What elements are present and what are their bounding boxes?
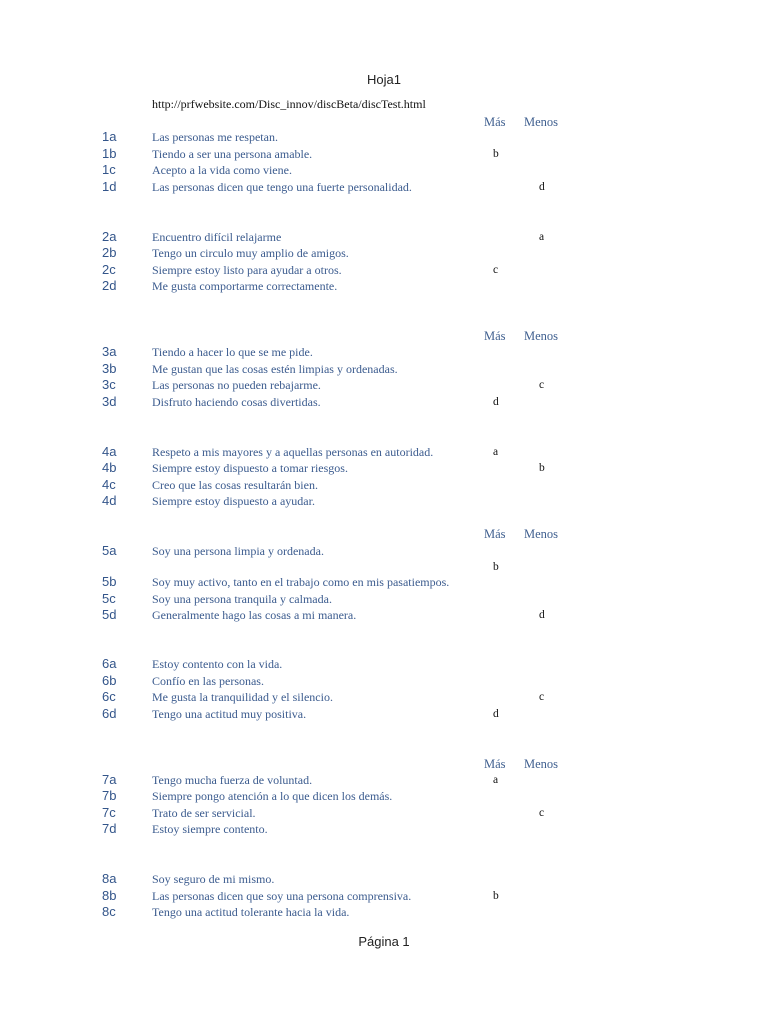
table-row (0, 888, 768, 904)
table-row (0, 129, 768, 145)
item-code: 1a (102, 129, 117, 144)
table-row (0, 444, 768, 460)
table-row (0, 262, 768, 278)
table-row (0, 821, 768, 837)
item-text: Tengo mucha fuerza de voluntad. (152, 773, 313, 787)
item-code: 4a (102, 444, 117, 459)
item-text: Siempre estoy listo para ayudar a otros. (152, 263, 342, 277)
item-code: 5b (102, 574, 117, 589)
item-code: 6a (102, 656, 117, 671)
table-row (0, 229, 768, 245)
item-text: Las personas no pueden rebajarme. (152, 378, 321, 392)
item-text: Creo que las cosas resultarán bien. (152, 478, 318, 492)
item-code: 5d (102, 607, 117, 622)
table-row (0, 591, 768, 607)
item-text: Tengo un circulo muy amplio de amigos. (152, 246, 349, 260)
item-text: Soy muy activo, tanto en el trabajo como en mis pasatiempos. (152, 575, 450, 589)
header-menos: Menos (524, 757, 559, 771)
mas-mark: a (493, 446, 499, 458)
table-row (0, 361, 768, 377)
item-code: 4d (102, 493, 117, 508)
table-row (0, 477, 768, 493)
item-code: 8c (102, 904, 116, 919)
sheet-title: Hoja1 (367, 72, 401, 87)
menos-mark: a (539, 231, 545, 243)
table-row (0, 278, 768, 294)
menos-mark: d (539, 181, 545, 193)
table-row (0, 460, 768, 476)
header-menos: Menos (524, 527, 559, 541)
table-row (0, 574, 768, 590)
item-text: Soy una persona limpia y ordenada. (152, 544, 324, 558)
item-text: Respeto a mis mayores y a aquellas personas en autoridad. (152, 445, 434, 459)
item-text: Tengo una actitud muy positiva. (152, 707, 307, 721)
item-text: Soy seguro de mi mismo. (152, 872, 275, 886)
item-text: Disfruto haciendo cosas divertidas. (152, 395, 321, 409)
table-row (0, 162, 768, 178)
item-text: Siempre estoy dispuesto a ayudar. (152, 494, 315, 508)
table-row (0, 788, 768, 804)
item-text: Soy una persona tranquila y calmada. (152, 592, 332, 606)
item-text: Siempre estoy dispuesto a tomar riesgos. (152, 461, 348, 475)
page-footer: Página 1 (358, 934, 410, 949)
item-text: Estoy contento con la vida. (152, 657, 283, 671)
header-mas: Más (484, 757, 506, 771)
table-row (0, 607, 768, 623)
item-text: Tengo una actitud tolerante hacia la vida. (152, 905, 350, 919)
table-row (0, 394, 768, 410)
item-text: Tiendo a hacer lo que se me pide. (152, 345, 313, 359)
item-text: Encuentro difícil relajarme (152, 230, 282, 244)
menos-mark: b (539, 462, 545, 474)
item-text: Las personas me respetan. (152, 130, 278, 144)
item-code: 8a (102, 871, 117, 886)
mas-mark: b (493, 890, 499, 902)
item-code: 6b (102, 673, 117, 688)
table-row (0, 493, 768, 509)
item-code: 5a (102, 543, 117, 558)
item-code: 2d (102, 278, 117, 293)
item-code: 1b (102, 146, 117, 161)
item-code: 1d (102, 179, 117, 194)
table-row (0, 673, 768, 689)
table-row (0, 904, 768, 920)
mas-mark: b (493, 561, 499, 573)
mas-mark: d (493, 396, 499, 408)
menos-mark: c (539, 379, 545, 391)
item-code: 6c (102, 689, 116, 704)
item-code: 3c (102, 377, 116, 392)
item-code: 2c (102, 262, 116, 277)
mas-mark: b (493, 148, 499, 160)
item-code: 7a (102, 772, 117, 787)
table-row (0, 146, 768, 162)
header-menos: Menos (524, 329, 559, 343)
table-row (0, 344, 768, 360)
item-text: Acepto a la vida como viene. (152, 163, 292, 177)
table-row (0, 871, 768, 887)
item-text: Siempre pongo atención a lo que dicen los demás. (152, 789, 393, 803)
table-row (0, 543, 768, 559)
source-url: http://prfwebsite.com/Disc_innov/discBeta/discTest.html (152, 97, 426, 111)
item-code: 6d (102, 706, 117, 721)
item-code: 4c (102, 477, 116, 492)
table-row (0, 689, 768, 705)
item-text: Las personas dicen que tengo una fuerte personalidad. (152, 180, 412, 194)
item-code: 7b (102, 788, 117, 803)
mas-mark: d (493, 708, 499, 720)
table-row (0, 559, 768, 575)
header-mas: Más (484, 329, 506, 343)
item-code: 8b (102, 888, 117, 903)
table-row (0, 245, 768, 261)
item-text: Me gusta la tranquilidad y el silencio. (152, 690, 333, 704)
table-row (0, 656, 768, 672)
table-row (0, 772, 768, 788)
menos-mark: d (539, 609, 545, 621)
menos-mark: c (539, 691, 545, 703)
mas-mark: a (493, 774, 499, 786)
item-code: 7c (102, 805, 116, 820)
item-text: Tiendo a ser una persona amable. (152, 147, 313, 161)
table-row (0, 805, 768, 821)
item-code: 3a (102, 344, 117, 359)
item-code: 5c (102, 591, 116, 606)
item-code: 3d (102, 394, 117, 409)
item-code: 4b (102, 460, 117, 475)
item-code: 2a (102, 229, 117, 244)
table-row (0, 377, 768, 393)
item-code: 7d (102, 821, 117, 836)
header-mas: Más (484, 115, 506, 129)
item-text: Confío en las personas. (152, 674, 264, 688)
item-text: Me gusta comportarme correctamente. (152, 279, 338, 293)
item-text: Estoy siempre contento. (152, 822, 268, 836)
header-menos: Menos (524, 115, 559, 129)
item-code: 3b (102, 361, 117, 376)
item-code: 2b (102, 245, 117, 260)
item-text: Generalmente hago las cosas a mi manera. (152, 608, 357, 622)
item-text: Trato de ser servicial. (152, 806, 256, 820)
item-text: Me gustan que las cosas estén limpias y ordenadas. (152, 362, 398, 376)
table-row (0, 179, 768, 195)
item-text: Las personas dicen que soy una persona comprensiva. (152, 889, 412, 903)
header-mas: Más (484, 527, 506, 541)
item-code: 1c (102, 162, 116, 177)
mas-mark: c (493, 264, 499, 276)
menos-mark: c (539, 807, 545, 819)
table-row (0, 706, 768, 722)
